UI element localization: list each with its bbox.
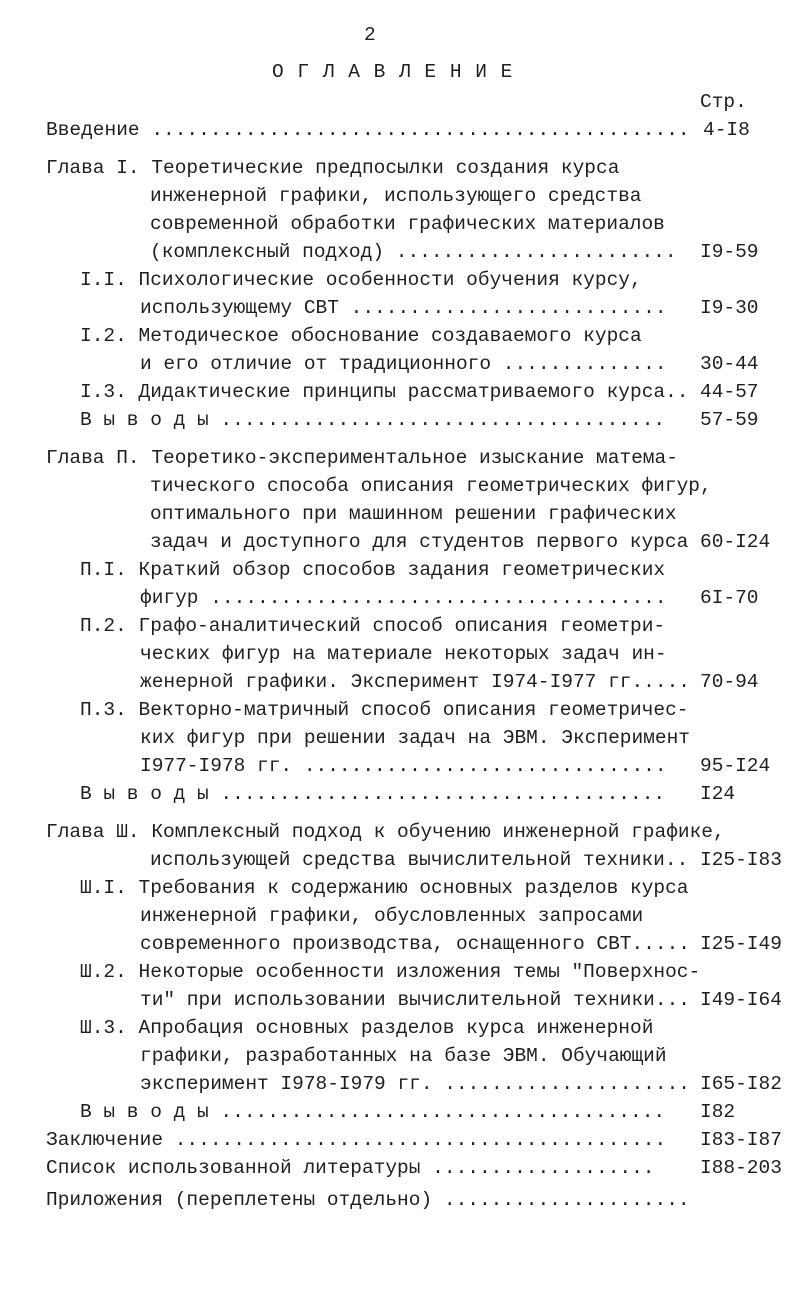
toc-chapter-1-title-cont: (комплексный подход) ........................ bbox=[150, 241, 677, 263]
toc-chapter-2-title-cont: тического способа описания геометрических фигур, bbox=[150, 475, 712, 497]
toc-section-3-3-cont: графики, разработанных на базе ЭВМ. Обучающий bbox=[140, 1045, 667, 1067]
toc-conclusion-page: I83-I87 bbox=[700, 1129, 782, 1151]
toc-chapter-3-page: I25-I83 bbox=[700, 849, 782, 871]
toc-section-1-1-page: I9-30 bbox=[700, 297, 759, 319]
toc-section-3-1: Ш.I. Требования к содержанию основных разделов курса bbox=[80, 877, 689, 899]
toc-chapter-3-conclusions: В ы в о д ы ...................................... bbox=[80, 1101, 666, 1123]
toc-section-3-3: Ш.3. Апробация основных разделов курса инженерной bbox=[80, 1017, 654, 1039]
toc-chapter-2-conclusions: В ы в о д ы ...................................... bbox=[80, 783, 666, 805]
toc-section-2-2-cont: женерной графики. Эксперимент I974-I977 гг..... bbox=[140, 671, 690, 693]
toc-chapter-3-title-cont: использующей средства вычислительной техники.. bbox=[150, 849, 689, 871]
toc-chapter-2-title-cont: задач и доступного для студентов первого курса bbox=[150, 531, 689, 553]
toc-chapter-3-title: Глава Ш. Комплексный подход к обучению инженерной графике, bbox=[46, 821, 725, 843]
toc-section-1-3-page: 44-57 bbox=[700, 381, 759, 403]
toc-intro: Введение .............................................. bbox=[46, 119, 690, 141]
toc-chapter-1-conclusions: В ы в о д ы ...................................... bbox=[80, 409, 666, 431]
toc-section-3-1-page: I25-I49 bbox=[700, 933, 782, 955]
toc-section-2-3: П.3. Векторно-матричный способ описания геометричес- bbox=[80, 699, 689, 721]
toc-references-page: I88-203 bbox=[700, 1157, 782, 1179]
toc-section-2-1-page: 6I-70 bbox=[700, 587, 759, 609]
toc-section-1-1-cont: использующему СВТ ........................... bbox=[140, 297, 667, 319]
toc-intro-page: 4-I8 bbox=[703, 119, 750, 141]
toc-chapter-1-page: I9-59 bbox=[700, 241, 759, 263]
toc-chapter-1-title: Глава I. Теоретические предпосылки создания курса bbox=[46, 157, 620, 179]
toc-conclusion: Заключение .......................................... bbox=[46, 1129, 667, 1151]
toc-section-3-3-page: I65-I82 bbox=[700, 1073, 782, 1095]
toc-chapter-3-conclusions-page: I82 bbox=[700, 1101, 736, 1123]
toc-section-1-2: I.2. Методическое обоснование создаваемого курса bbox=[80, 325, 642, 347]
toc-chapter-1-title-cont: инженерной графики, использующего средства bbox=[150, 185, 642, 207]
toc-chapter-1-conclusions-page: 57-59 bbox=[700, 409, 759, 431]
toc-section-3-2-cont: ти" при использовании вычислительной техники... bbox=[140, 989, 690, 1011]
toc-section-3-1-cont: современного производства, оснащенного СВТ..... bbox=[140, 933, 690, 955]
toc-appendices: Приложения (переплетены отдельно) ..................... bbox=[46, 1189, 690, 1211]
toc-section-2-3-page: 95-I24 bbox=[700, 755, 771, 777]
toc-section-2-1: П.I. Краткий обзор способов задания геометрических bbox=[80, 559, 666, 581]
toc-section-2-2-page: 70-94 bbox=[700, 671, 759, 693]
toc-section-2-2: П.2. Графо-аналитический способ описания геометри- bbox=[80, 615, 666, 637]
toc-section-2-1-cont: фигур ....................................... bbox=[140, 587, 667, 609]
toc-section-3-3-cont: эксперимент I978-I979 гг. ..................... bbox=[140, 1073, 690, 1095]
toc-section-2-3-cont: I977-I978 гг. ............................... bbox=[140, 755, 667, 777]
toc-section-3-1-cont: инженерной графики, обусловленных запросами bbox=[140, 905, 644, 927]
toc-section-3-2: Ш.2. Некоторые особенности изложения темы "Поверхнос- bbox=[80, 961, 701, 983]
page-number: 2 bbox=[364, 24, 376, 46]
page-title: О Г Л А В Л Е Н И Е bbox=[272, 61, 514, 83]
toc-references: Список использованной литературы ................... bbox=[46, 1157, 655, 1179]
page-column-header: Стр. bbox=[700, 91, 747, 113]
toc-chapter-2-title: Глава П. Теоретико-экспериментальное изыскание матема- bbox=[46, 447, 678, 469]
toc-section-1-3: I.3. Дидактические принципы рассматриваемого курса.. bbox=[80, 381, 689, 403]
toc-section-1-2-page: 30-44 bbox=[700, 353, 759, 375]
toc-section-1-1: I.I. Психологические особенности обучения курсу, bbox=[80, 269, 642, 291]
toc-section-1-2-cont: и его отличие от традиционного .............. bbox=[140, 353, 667, 375]
toc-chapter-2-title-cont: оптимального при машинном решении графических bbox=[150, 503, 677, 525]
toc-section-2-2-cont: ческих фигур на материале некоторых задач ин- bbox=[140, 643, 667, 665]
toc-chapter-2-conclusions-page: I24 bbox=[700, 783, 736, 805]
toc-chapter-1-title-cont: современной обработки графических материалов bbox=[150, 213, 665, 235]
toc-chapter-2-page: 60-I24 bbox=[700, 531, 771, 553]
toc-section-2-3-cont: ких фигур при решении задач на ЭВМ. Эксперимент bbox=[140, 727, 690, 749]
toc-section-3-2-page: I49-I64 bbox=[700, 989, 782, 1011]
